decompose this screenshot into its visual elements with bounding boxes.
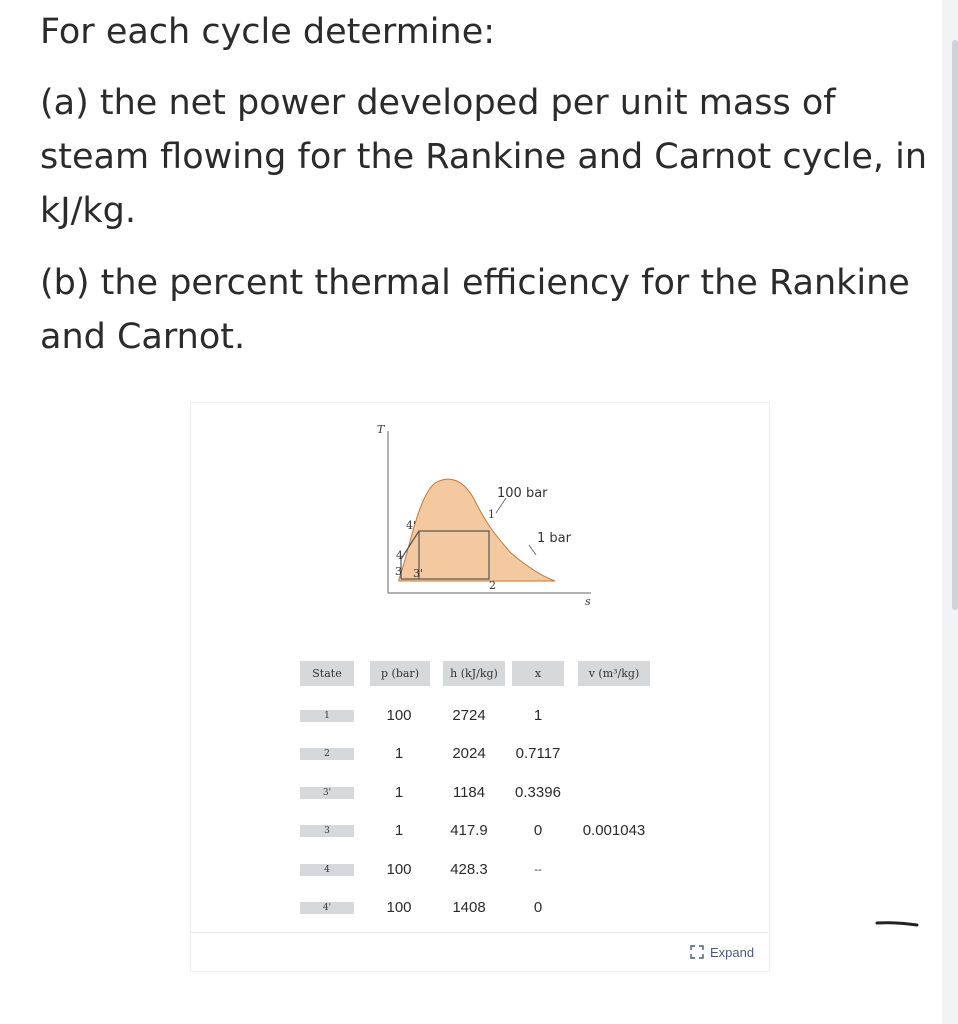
row-2-state: 2 [300, 748, 354, 760]
row-1-x: 1 [533, 707, 543, 724]
question-title: For each cycle determine: [40, 12, 496, 52]
label-100bar: 100 bar [497, 486, 548, 501]
pointer-1bar [529, 545, 536, 555]
scrollbar[interactable] [952, 40, 958, 610]
row-4-h: 428.3 [450, 861, 488, 878]
row-1-p: 100 [386, 707, 412, 724]
state-label-4-prime: 4' [406, 519, 417, 532]
state-label-3: 3 [395, 565, 402, 578]
row-4-state: 4 [300, 864, 354, 876]
state-label-2: 2 [489, 579, 496, 592]
row-3p-p: 1 [394, 784, 404, 801]
row-3-v: 0.001043 [582, 822, 646, 839]
row-2-p: 1 [394, 745, 404, 762]
row-3-state: 3 [300, 825, 354, 837]
row-3p-state: 3' [300, 787, 354, 799]
row-2-x: 0.7117 [515, 745, 561, 762]
header-specific-volume: v (m³/kg) [578, 661, 650, 686]
row-4p-x: 0 [533, 899, 543, 916]
header-state: State [300, 661, 354, 686]
row-1-state: 1 [300, 710, 354, 722]
row-3-p: 1 [394, 822, 404, 839]
row-4p-h: 1408 [452, 899, 486, 916]
expand-button[interactable] [690, 941, 754, 963]
header-quality: x [512, 661, 564, 686]
ts-diagram [191, 403, 769, 643]
row-2-h: 2024 [452, 745, 486, 762]
expand-label: Expand [710, 944, 755, 960]
row-4-p: 100 [386, 861, 412, 878]
s-axis-label: s [585, 595, 591, 608]
state-label-3-prime: 3' [413, 567, 424, 580]
question-part-b: (b) the percent thermal efficiency for the Rankine and Carnot. [40, 263, 910, 357]
t-axis-label: T [377, 423, 385, 436]
pen-mark [875, 920, 920, 928]
header-pressure: p (bar) [370, 661, 430, 686]
label-1bar: 1 bar [537, 531, 571, 546]
row-3p-x: 0.3396 [515, 784, 561, 801]
card-divider [190, 932, 768, 933]
state-label-4: 4 [396, 549, 403, 562]
row-3-x: 0 [533, 822, 543, 839]
row-4p-state: 4' [300, 902, 354, 914]
expand-icon [690, 945, 704, 959]
row-3p-h: 1184 [452, 784, 486, 801]
row-3-h: 417.9 [450, 822, 488, 839]
row-4-x: -- [534, 864, 542, 876]
figure-card [190, 402, 770, 972]
state-label-1: 1 [488, 508, 495, 521]
question-part-a: (a) the net power developed per unit mass of steam flowing for the Rankine and Carnot cycle, in kJ/kg. [40, 83, 928, 231]
header-enthalpy: h (kJ/kg) [443, 661, 505, 686]
row-1-h: 2724 [452, 707, 486, 724]
row-4p-p: 100 [386, 899, 412, 916]
